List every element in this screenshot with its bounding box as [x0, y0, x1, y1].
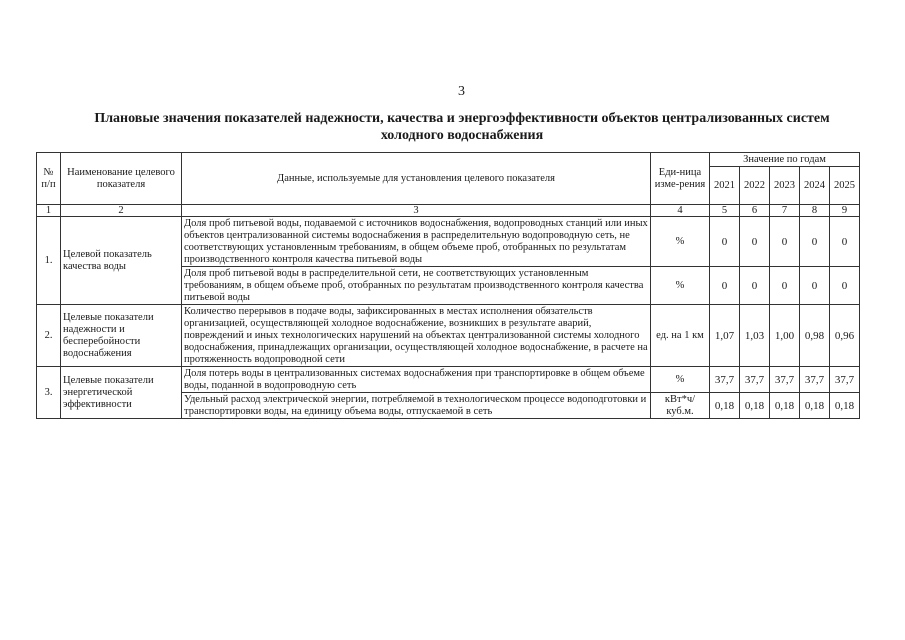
- value-2025: 0: [830, 267, 860, 305]
- value-2025: 0,96: [830, 305, 860, 367]
- header-name: Наименование целевого показателя: [61, 153, 182, 205]
- header-year: 2023: [770, 167, 800, 205]
- value-2025: 0: [830, 217, 860, 267]
- indicator-name: Целевые показатели надежности и бесперебойности водоснабжения: [61, 305, 182, 367]
- indicator-data: Доля проб питьевой воды, подаваемой с источников водоснабжения, водопроводных станций или иных объектов централизованной системы водоснабжения в распределительную водопроводную сеть, не соответствующих установленным требованиям, в общем объеме проб, отобранных по результатам производственного контроля качества питьевой воды: [182, 217, 651, 267]
- value-2023: 1,00: [770, 305, 800, 367]
- row-number: 2.: [37, 305, 61, 367]
- value-2021: 0,18: [710, 393, 740, 419]
- value-2024: 0: [800, 217, 830, 267]
- unit: %: [651, 267, 710, 305]
- indicator-data: Количество перерывов в подаче воды, зафиксированных в местах исполнения обязательств организацией, осуществляющей холодное водоснабжение, возникших в результате аварий, повреждений и иных технологических нарушений на объектах централизованной системы холодного водоснабжения, принадлежащих организации, осуществляющей холодное водоснабжение, в расчете на протяженность водопроводной сети: [182, 305, 651, 367]
- indicators-table: [36, 152, 860, 419]
- value-2021: 0: [710, 217, 740, 267]
- indicator-data: Доля потерь воды в централизованных системах водоснабжения при транспортировке в общем объеме воды, поданной в водопроводную сеть: [182, 367, 651, 393]
- header-year: 2024: [800, 167, 830, 205]
- value-2024: 0,18: [800, 393, 830, 419]
- value-2021: 0: [710, 267, 740, 305]
- header-year: 2025: [830, 167, 860, 205]
- unit: %: [651, 367, 710, 393]
- value-2024: 0: [800, 267, 830, 305]
- value-2023: 37,7: [770, 367, 800, 393]
- value-2022: 0: [740, 217, 770, 267]
- value-2022: 0,18: [740, 393, 770, 419]
- column-number: 1: [37, 205, 61, 217]
- value-2021: 1,07: [710, 305, 740, 367]
- page-number: 3: [458, 84, 465, 99]
- column-number: 8: [800, 205, 830, 217]
- column-number: 4: [651, 205, 710, 217]
- indicator-name: Целевые показатели энергетической эффективности: [61, 367, 182, 419]
- row-number: 1.: [37, 217, 61, 305]
- title-line-1: Плановые значения показателей надежности, качества и энергоэффективности объектов централизованных систем: [94, 111, 830, 126]
- document-title: [60, 110, 864, 144]
- value-2024: 0,98: [800, 305, 830, 367]
- unit: кВт*ч/ куб.м.: [651, 393, 710, 419]
- header-data: Данные, используемые для установления целевого показателя: [182, 153, 651, 205]
- header-values-group: Значение по годам: [710, 153, 860, 167]
- column-number: 5: [710, 205, 740, 217]
- column-number: 9: [830, 205, 860, 217]
- value-2025: 37,7: [830, 367, 860, 393]
- column-number: 7: [770, 205, 800, 217]
- indicator-name: Целевой показатель качества воды: [61, 217, 182, 305]
- value-2023: 0: [770, 217, 800, 267]
- value-2025: 0,18: [830, 393, 860, 419]
- column-number: 3: [182, 205, 651, 217]
- indicator-data: Удельный расход электрической энергии, потребляемой в технологическом процессе водоподготовки и транспортировки воды, на единицу объема воды, отпускаемой в сеть: [182, 393, 651, 419]
- column-number: 2: [61, 205, 182, 217]
- row-number: 3.: [37, 367, 61, 419]
- unit: ед. на 1 км: [651, 305, 710, 367]
- value-2023: 0,18: [770, 393, 800, 419]
- value-2023: 0: [770, 267, 800, 305]
- value-2022: 37,7: [740, 367, 770, 393]
- title-line-2: холодного водоснабжения: [380, 128, 544, 143]
- value-2022: 0: [740, 267, 770, 305]
- header-year: 2021: [710, 167, 740, 205]
- header-num: № п/п: [37, 153, 61, 205]
- indicator-data: Доля проб питьевой воды в распределительной сети, не соответствующих установленным требованиям, в общем объеме проб, отобранных по результатам производственного контроля качества питьевой воды: [182, 267, 651, 305]
- value-2024: 37,7: [800, 367, 830, 393]
- header-year: 2022: [740, 167, 770, 205]
- unit: %: [651, 217, 710, 267]
- value-2021: 37,7: [710, 367, 740, 393]
- header-unit: Еди-ница изме-рения: [651, 153, 710, 205]
- column-number: 6: [740, 205, 770, 217]
- value-2022: 1,03: [740, 305, 770, 367]
